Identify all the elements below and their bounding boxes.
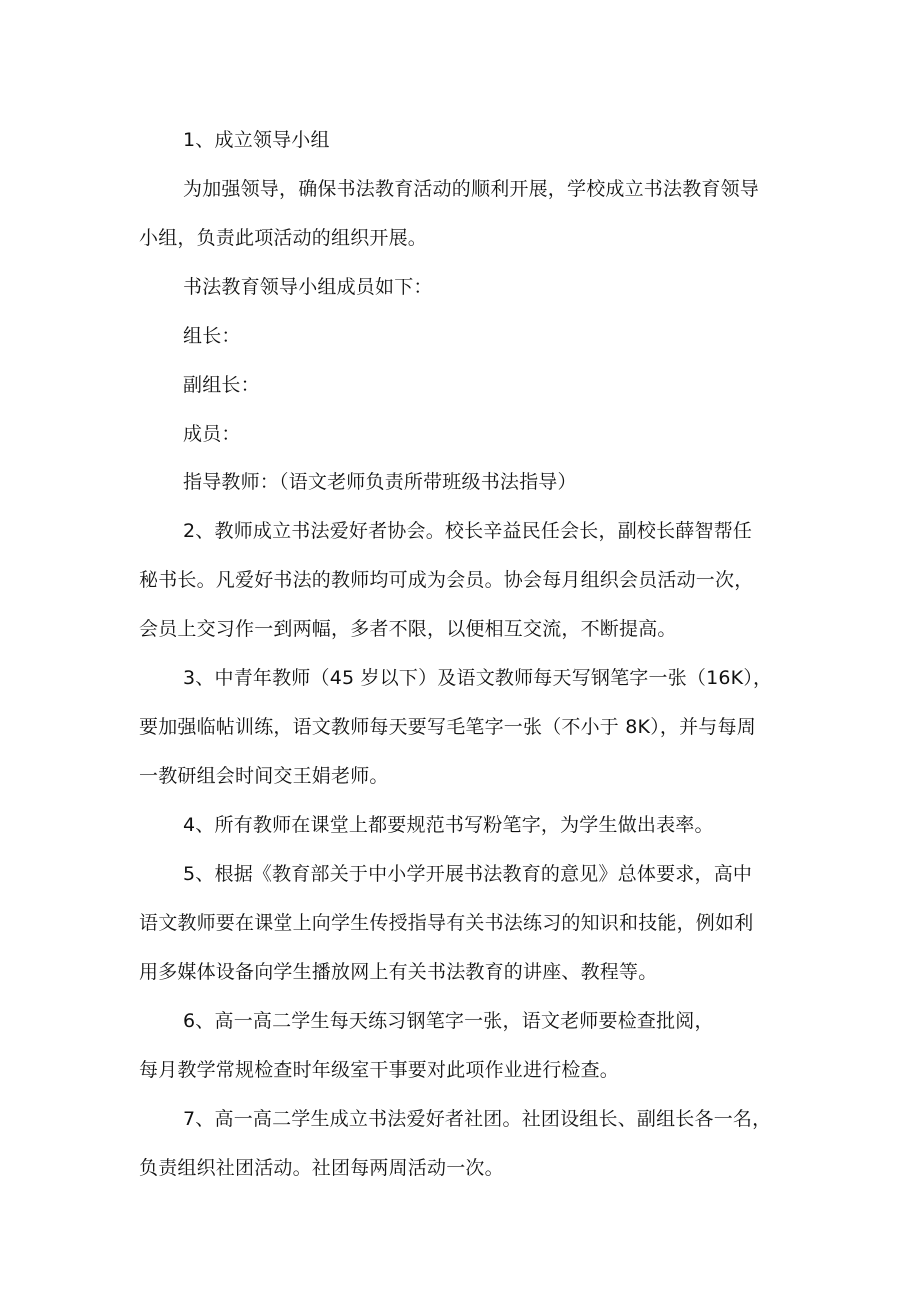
guidance-teacher-line: 指导教师：（语文老师负责所带班级书法指导）	[183, 471, 577, 493]
paragraph-line: 7、高一高二学生成立书法爱好者社团。社团设组长、副组长各一名，	[183, 1108, 772, 1130]
deputy-leader-label: 副组长：	[183, 374, 260, 396]
paragraph-line: 每月教学常规检查时年级室干事要对此项作业进行检查。	[139, 1059, 620, 1081]
paragraph-line: 6、高一高二学生每天练习钢笔字一张，语文老师要检查批阅，	[183, 1010, 714, 1032]
heading-leadership-group: 1、成立领导小组	[183, 129, 330, 151]
paragraph-line: 负责组织社团活动。社团每两周活动一次。	[139, 1157, 504, 1179]
paragraph-line: 秘书长。凡爱好书法的教师均可成为会员。协会每月组织会员活动一次，	[139, 569, 754, 591]
paragraph-line: 会员上交习作一到两幅，多者不限，以便相互交流，不断提高。	[139, 618, 677, 640]
paragraph-line: 5、根据《教育部关于中小学开展书法教育的意见》总体要求，高中	[183, 863, 753, 885]
paragraph-line: 2、教师成立书法爱好者协会。校长辛益民任会长，副校长薛智帮任	[183, 520, 753, 542]
members-heading: 书法教育领导小组成员如下：	[183, 276, 433, 298]
paragraph-line: 4、所有教师在课堂上都要规范书写粉笔字，为学生做出表率。	[183, 814, 714, 836]
paragraph-line: 语文教师要在课堂上向学生传授指导有关书法练习的知识和技能，例如利	[139, 912, 754, 934]
members-label: 成员：	[183, 423, 241, 445]
paragraph-line: 要加强临帖训练，语文教师每天要写毛笔字一张（不小于 8K），并与每周	[139, 716, 756, 738]
group-leader-label: 组长：	[183, 325, 241, 347]
paragraph-line: 小组，负责此项活动的组织开展。	[139, 227, 428, 249]
paragraph-line: 用多媒体设备向学生播放网上有关书法教育的讲座、教程等。	[139, 961, 658, 983]
paragraph-line: 3、中青年教师（45 岁以下）及语文教师每天写钢笔字一张（16K），	[183, 667, 773, 689]
paragraph-line: 为加强领导，确保书法教育活动的顺利开展，学校成立书法教育领导	[183, 178, 760, 200]
paragraph-line: 一教研组会时间交王娟老师。	[139, 765, 389, 787]
